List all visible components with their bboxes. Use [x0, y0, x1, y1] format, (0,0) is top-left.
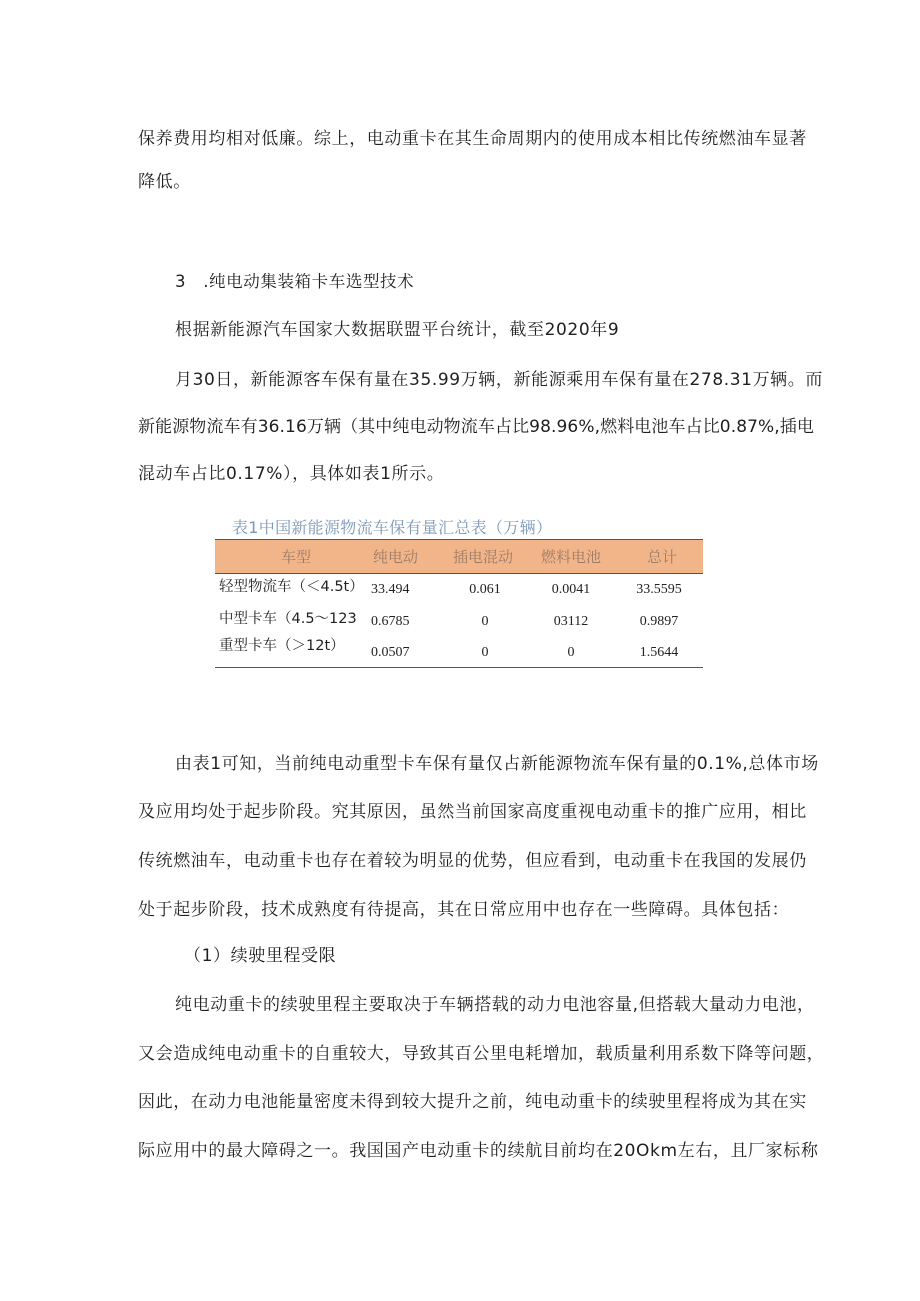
- table-cell: 0.061: [469, 582, 501, 597]
- table-cell: 33.5595: [636, 582, 682, 597]
- table-cell: 重型卡车（＞12t）: [219, 638, 345, 654]
- paragraph-line: 降低。: [138, 172, 191, 192]
- paragraph-line: 及应用均处于起步阶段。究其原因，虽然当前国家高度重视电动重卡的推广应用，相比: [138, 802, 807, 822]
- paragraph-line: 混动车占比0.17%），具体如表1所示。: [138, 464, 445, 484]
- table-header-cell: 插电混动: [453, 548, 514, 566]
- table-header-cell: 纯电动: [373, 548, 419, 566]
- table-cell: 03112: [553, 614, 589, 629]
- table-cell: 0: [567, 645, 575, 660]
- table-cell: 33.494: [371, 582, 410, 597]
- table-cell: 0.6785: [371, 614, 410, 629]
- table-cell: 中型卡车（4.5～123: [219, 611, 357, 627]
- table-caption: 表1中国新能源物流车保有量汇总表（万辆）: [232, 518, 553, 537]
- table-header-cell: 燃料电池: [541, 548, 602, 566]
- paragraph-line: 因此，在动力电池能量密度未得到较大提升之前，纯电动重卡的续驶里程将成为其在实: [138, 1092, 807, 1112]
- paragraph-line: 际应用中的最大障碍之一。我国国产电动重卡的续航目前均在20Okm左右，且厂家标称: [138, 1141, 819, 1161]
- table-cell: 0.0041: [551, 582, 591, 597]
- table-header-cell: 总计: [647, 548, 678, 566]
- paragraph-line: 传统燃油车，电动重卡也存在着较为明显的优势，但应看到，电动重卡在我国的发展仍: [138, 851, 807, 871]
- paragraph-line: 纯电动重卡的续驶里程主要取决于车辆搭载的动力电池容量,但搭载大量动力电池，: [175, 995, 815, 1015]
- sub-heading: （1）续驶里程受限: [184, 946, 337, 966]
- paragraph-line: 根据新能源汽车国家大数据联盟平台统计，截至2020年9: [175, 320, 620, 340]
- paragraph-line: 又会造成纯电动重卡的自重较大，导致其百公里电耗增加，载质量利用系数下降等问题，: [138, 1044, 825, 1064]
- table-cell: 0.0507: [371, 645, 410, 660]
- table-cell: 1.5644: [639, 645, 679, 660]
- section-heading: 3 .纯电动集装箱卡车选型技术: [175, 272, 415, 291]
- table-header-cell: 车型: [281, 548, 312, 566]
- table-cell: 0: [481, 645, 489, 660]
- paragraph-line: 由表1可知，当前纯电动重型卡车保有量仅占新能源物流车保有量的0.1%,总体市场: [175, 754, 819, 774]
- paragraph-line: 保养费用均相对低廉。综上，电动重卡在其生命周期内的使用成本相比传统燃油车显著: [138, 129, 807, 149]
- table-cell: 0: [481, 614, 489, 629]
- table-bottom-rule: [215, 667, 703, 668]
- paragraph-line: 处于起步阶段，技术成熟度有待提高，其在日常应用中也存在一些障碍。具体包括：: [138, 900, 790, 920]
- data-table: [215, 539, 703, 669]
- table-cell: 0.9897: [639, 614, 679, 629]
- table-cell: 轻型物流车（＜4.5t）: [219, 579, 364, 595]
- paragraph-line: 月30日，新能源客车保有量在35.99万辆，新能源乘用车保有量在278.31万辆。而: [175, 370, 823, 390]
- paragraph-line: 新能源物流车有36.16万辆（其中纯电动物流车占比98.96%,燃料电池车占比0.87%,插电: [138, 417, 814, 437]
